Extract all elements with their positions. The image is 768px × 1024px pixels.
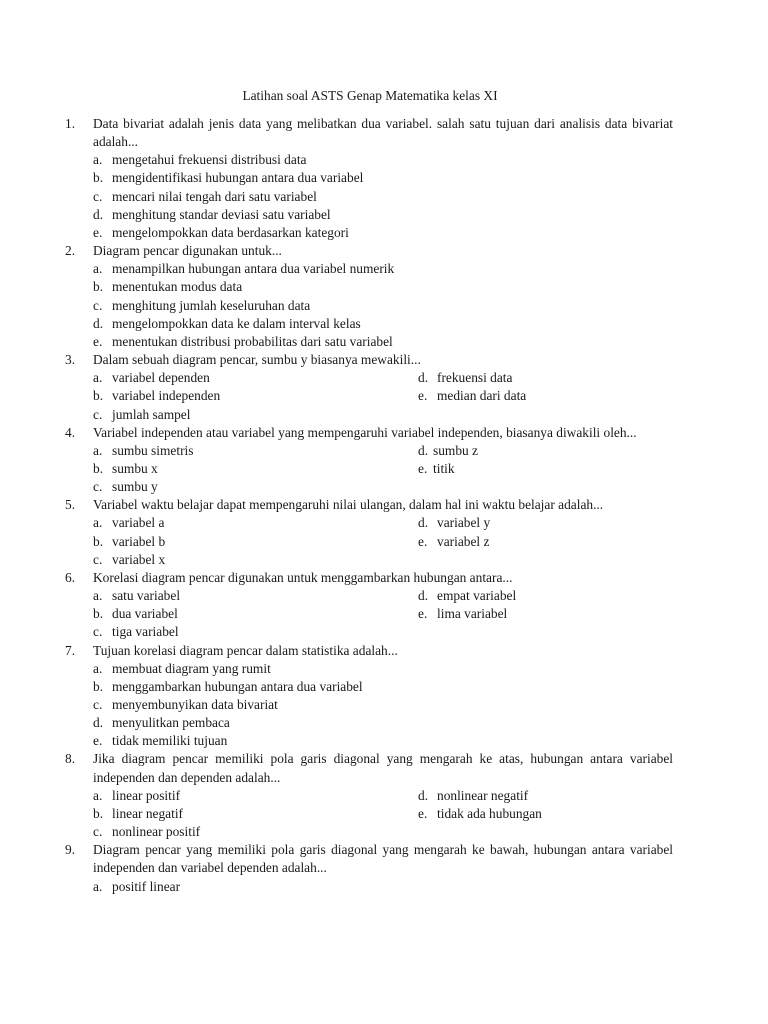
answer-option — [93, 387, 418, 405]
answer-option — [418, 787, 668, 805]
answer-options — [93, 260, 673, 351]
option-text: tidak ada hubungan — [437, 805, 542, 821]
answer-option — [418, 805, 668, 823]
question-number: 3. — [65, 352, 76, 368]
answer-option — [93, 823, 418, 841]
answer-option — [93, 151, 673, 169]
answer-option — [93, 623, 418, 641]
option-letter: c. — [93, 297, 103, 313]
option-letter: b. — [93, 279, 104, 295]
answer-option — [418, 514, 668, 532]
option-letter: c. — [93, 697, 103, 712]
question-number: 1. — [65, 116, 76, 131]
answer-option — [93, 714, 673, 732]
question-item — [0, 642, 673, 751]
option-letter: d. — [418, 787, 429, 803]
answer-option — [93, 297, 673, 315]
option-text: variabel a — [112, 515, 165, 531]
answer-options — [93, 442, 673, 496]
question-text: Variabel waktu belajar dapat mempengaruhi nilai ulangan, dalam hal ini waktu belajar adalah... — [93, 497, 604, 513]
question-text: Diagram pencar digunakan untuk... — [93, 243, 282, 259]
answer-option — [93, 278, 673, 296]
question-item — [0, 351, 673, 424]
option-text: empat variabel — [437, 588, 517, 604]
option-text: mengetahui frekuensi distribusi data — [112, 152, 307, 168]
answer-option — [93, 732, 673, 750]
answer-option — [418, 387, 668, 405]
answer-option — [93, 696, 673, 714]
option-text: frekuensi data — [437, 370, 513, 386]
question-item — [0, 424, 673, 497]
option-letter: b. — [93, 678, 104, 694]
option-text: sumbu z — [433, 442, 479, 458]
option-text: dua variabel — [112, 606, 178, 622]
answer-option — [418, 533, 668, 551]
option-letter: e. — [93, 733, 103, 749]
option-letter: b. — [93, 805, 104, 821]
document-title: Latihan soal ASTS Genap Matematika kelas XI — [242, 88, 498, 103]
option-text: linear positif — [112, 787, 181, 803]
option-text: mengidentifikasi hubungan antara dua variabel — [112, 170, 364, 186]
answer-option — [418, 369, 668, 387]
answer-option — [93, 805, 418, 823]
option-letter: a. — [93, 787, 103, 803]
option-text: variabel x — [112, 551, 166, 567]
option-letter: b. — [93, 388, 104, 404]
question-number: 9. — [65, 842, 76, 858]
option-letter: e. — [93, 224, 103, 240]
answer-option — [418, 442, 668, 460]
option-letter: d. — [418, 442, 429, 458]
answer-option — [93, 787, 418, 805]
option-letter: c. — [93, 824, 103, 840]
option-letter: c. — [93, 479, 103, 495]
option-letter: e. — [93, 333, 103, 349]
answer-option — [93, 369, 418, 387]
option-letter: e. — [418, 533, 428, 549]
question-text: Korelasi diagram pencar digunakan untuk menggambarkan hubungan antara... — [93, 569, 513, 585]
question-text: Variabel independen atau variabel yang mempengaruhi variabel independen, biasanya diwakili oleh... — [93, 424, 637, 440]
answer-option — [93, 206, 673, 224]
option-text: mengelompokkan data berdasarkan kategori — [112, 224, 349, 240]
option-letter: b. — [93, 533, 104, 549]
question-number: 8. — [65, 751, 76, 767]
option-letter: a. — [93, 878, 103, 894]
option-text: menampilkan hubungan antara dua variabel numerik — [112, 261, 395, 277]
option-letter: d. — [93, 206, 104, 222]
answer-options — [93, 514, 673, 568]
option-text: titik — [433, 460, 455, 476]
option-text: variabel dependen — [112, 370, 210, 386]
question-text: Dalam sebuah diagram pencar, sumbu y biasanya mewakili... — [93, 352, 421, 368]
answer-options — [93, 787, 673, 841]
option-letter: d. — [93, 315, 104, 331]
answer-option — [93, 315, 673, 333]
option-text: satu variabel — [112, 588, 181, 604]
option-letter: a. — [93, 515, 103, 531]
option-text: tiga variabel — [112, 624, 179, 640]
option-letter: e. — [418, 460, 428, 476]
question-text: Data bivariat adalah jenis data yang melibatkan dua variabel. salah satu tujuan dari analisis data bivariat adalah... — [93, 116, 673, 150]
question-item — [0, 115, 673, 242]
option-letter: a. — [93, 370, 103, 386]
question-number: 7. — [65, 642, 76, 658]
option-letter: a. — [93, 660, 103, 676]
answer-option — [93, 551, 418, 569]
answer-option — [93, 188, 673, 206]
question-item — [0, 242, 673, 351]
answer-option — [93, 478, 418, 496]
option-text: mengelompokkan data ke dalam interval kelas — [112, 315, 361, 331]
option-text: variabel y — [437, 515, 491, 531]
option-text: lima variabel — [437, 606, 508, 622]
option-letter: e. — [418, 388, 428, 404]
option-letter: e. — [418, 606, 428, 622]
option-letter: d. — [418, 588, 429, 604]
option-letter: d. — [418, 370, 429, 386]
answer-option — [93, 678, 673, 696]
question-number: 2. — [65, 243, 76, 259]
question-item — [0, 496, 673, 569]
answer-options — [93, 587, 673, 641]
question-number: 5. — [65, 497, 76, 513]
option-letter: c. — [93, 624, 103, 640]
answer-option — [418, 605, 668, 623]
option-text: variabel b — [112, 533, 166, 549]
answer-option — [93, 878, 673, 896]
answer-option — [93, 169, 673, 187]
option-text: median dari data — [437, 388, 527, 404]
option-letter: a. — [93, 442, 103, 458]
option-text: nonlinear positif — [112, 824, 201, 840]
option-text: menyembunyikan data bivariat — [112, 697, 278, 712]
option-text: mencari nilai tengah dari satu variabel — [112, 188, 317, 204]
option-letter: a. — [93, 152, 103, 168]
option-text: sumbu simetris — [112, 442, 194, 458]
option-text: variabel independen — [112, 388, 221, 404]
option-text: positif linear — [112, 878, 181, 894]
answer-option — [93, 442, 418, 460]
option-text: menentukan modus data — [112, 279, 243, 295]
answer-option — [93, 260, 673, 278]
option-text: sumbu y — [112, 479, 158, 495]
option-text: variabel z — [437, 533, 490, 549]
answer-option — [418, 587, 668, 605]
option-text: menentukan distribusi probabilitas dari satu variabel — [112, 333, 393, 349]
answer-options — [93, 369, 673, 423]
option-letter: c. — [93, 551, 103, 567]
question-item — [0, 750, 673, 841]
question-text: Tujuan korelasi diagram pencar dalam statistika adalah... — [93, 642, 398, 658]
answer-option — [93, 460, 418, 478]
option-text: menghitung standar deviasi satu variabel — [112, 206, 331, 222]
answer-option — [93, 660, 673, 678]
option-text: menyulitkan pembaca — [112, 715, 230, 731]
option-text: menggambarkan hubungan antara dua variabel — [112, 678, 363, 694]
question-number: 4. — [65, 424, 76, 440]
answer-option — [93, 514, 418, 532]
answer-option — [93, 224, 673, 242]
answer-option — [93, 533, 418, 551]
option-text: nonlinear negatif — [437, 787, 529, 803]
option-letter: c. — [93, 406, 103, 422]
option-text: menghitung jumlah keseluruhan data — [112, 297, 311, 313]
question-number: 6. — [65, 569, 76, 585]
option-text: membuat diagram yang rumit — [112, 660, 271, 676]
option-letter: e. — [418, 805, 428, 821]
option-text: tidak memiliki tujuan — [112, 733, 228, 749]
option-text: sumbu x — [112, 460, 158, 476]
answer-option — [93, 333, 673, 351]
option-text: jumlah sampel — [112, 406, 191, 422]
option-letter: c. — [93, 188, 103, 204]
option-letter: a. — [93, 261, 103, 277]
answer-option — [93, 587, 418, 605]
option-text: linear negatif — [112, 805, 184, 821]
answer-option — [418, 460, 668, 478]
answer-option — [93, 605, 418, 623]
question-item — [0, 841, 673, 895]
question-text: Diagram pencar yang memiliki pola garis diagonal yang mengarah ke bawah, hubungan antara variabel independen dan variabel dependen adalah... — [93, 842, 673, 876]
answer-options — [93, 660, 673, 751]
option-letter: b. — [93, 460, 104, 476]
option-letter: d. — [418, 515, 429, 531]
question-item — [0, 569, 673, 642]
option-letter: b. — [93, 170, 104, 186]
answer-options — [93, 151, 673, 242]
answer-option — [93, 406, 418, 424]
answer-options — [93, 878, 673, 896]
option-letter: b. — [93, 606, 104, 622]
option-letter: d. — [93, 715, 104, 731]
question-text: Jika diagram pencar memiliki pola garis diagonal yang mengarah ke atas, hubungan antara variabel independen dan dependen adalah... — [93, 751, 673, 785]
question-list — [0, 115, 768, 896]
option-letter: a. — [93, 588, 103, 604]
